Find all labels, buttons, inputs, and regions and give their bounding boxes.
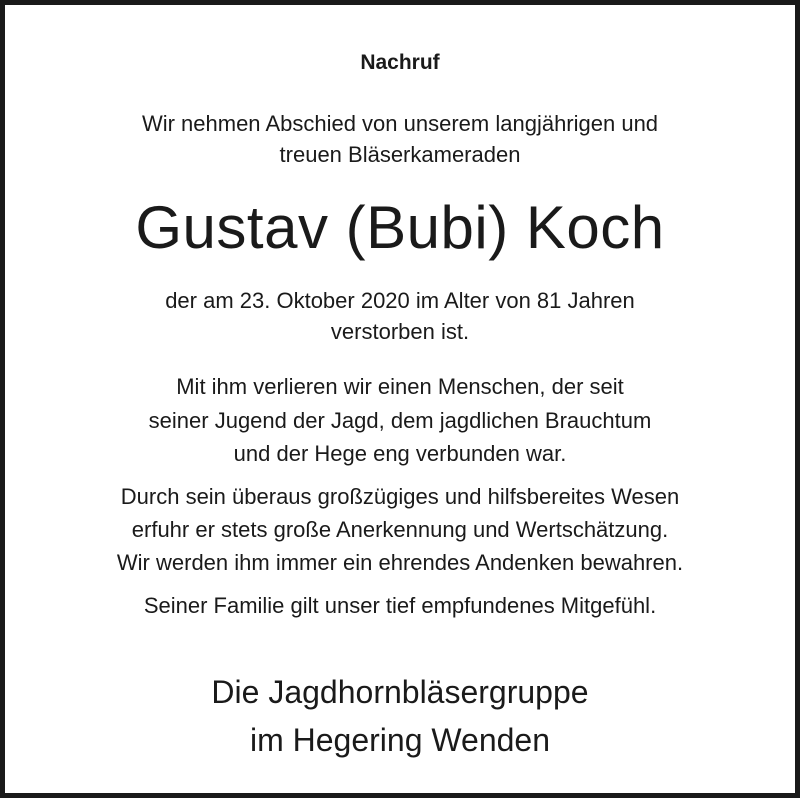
paragraph-line: Durch sein überaus großzügiges und hilfsbereites Wesen — [120, 484, 680, 509]
condolence-line: Seiner Familie gilt unser tief empfundenes Mitgefühl. — [143, 593, 657, 618]
notice-heading: Nachruf — [360, 51, 440, 74]
death-notice-line: der am 23. Oktober 2020 im Alter von 81 Jahren — [165, 288, 635, 313]
signature-line: Die Jagdhornbläsergruppe — [211, 674, 589, 710]
paragraph-line: und der Hege eng verbunden war. — [233, 441, 567, 466]
death-notice-line: verstorben ist. — [330, 319, 470, 344]
intro-line: treuen Bläserkameraden — [279, 142, 521, 167]
paragraph-line: seiner Jugend der Jagd, dem jagdlichen Brauchtum — [148, 408, 652, 433]
paragraph-line: Mit ihm verlieren wir einen Menschen, der seit — [176, 374, 624, 399]
signature-line: im Hegering Wenden — [249, 722, 550, 758]
deceased-name: Gustav (Bubi) Koch — [135, 194, 665, 261]
intro-line: Wir nehmen Abschied von unserem langjährigen und — [141, 111, 659, 136]
paragraph-line: Wir werden ihm immer ein ehrendes Andenken bewahren. — [116, 550, 684, 575]
paragraph-line: erfuhr er stets große Anerkennung und Wertschätzung. — [131, 517, 669, 542]
